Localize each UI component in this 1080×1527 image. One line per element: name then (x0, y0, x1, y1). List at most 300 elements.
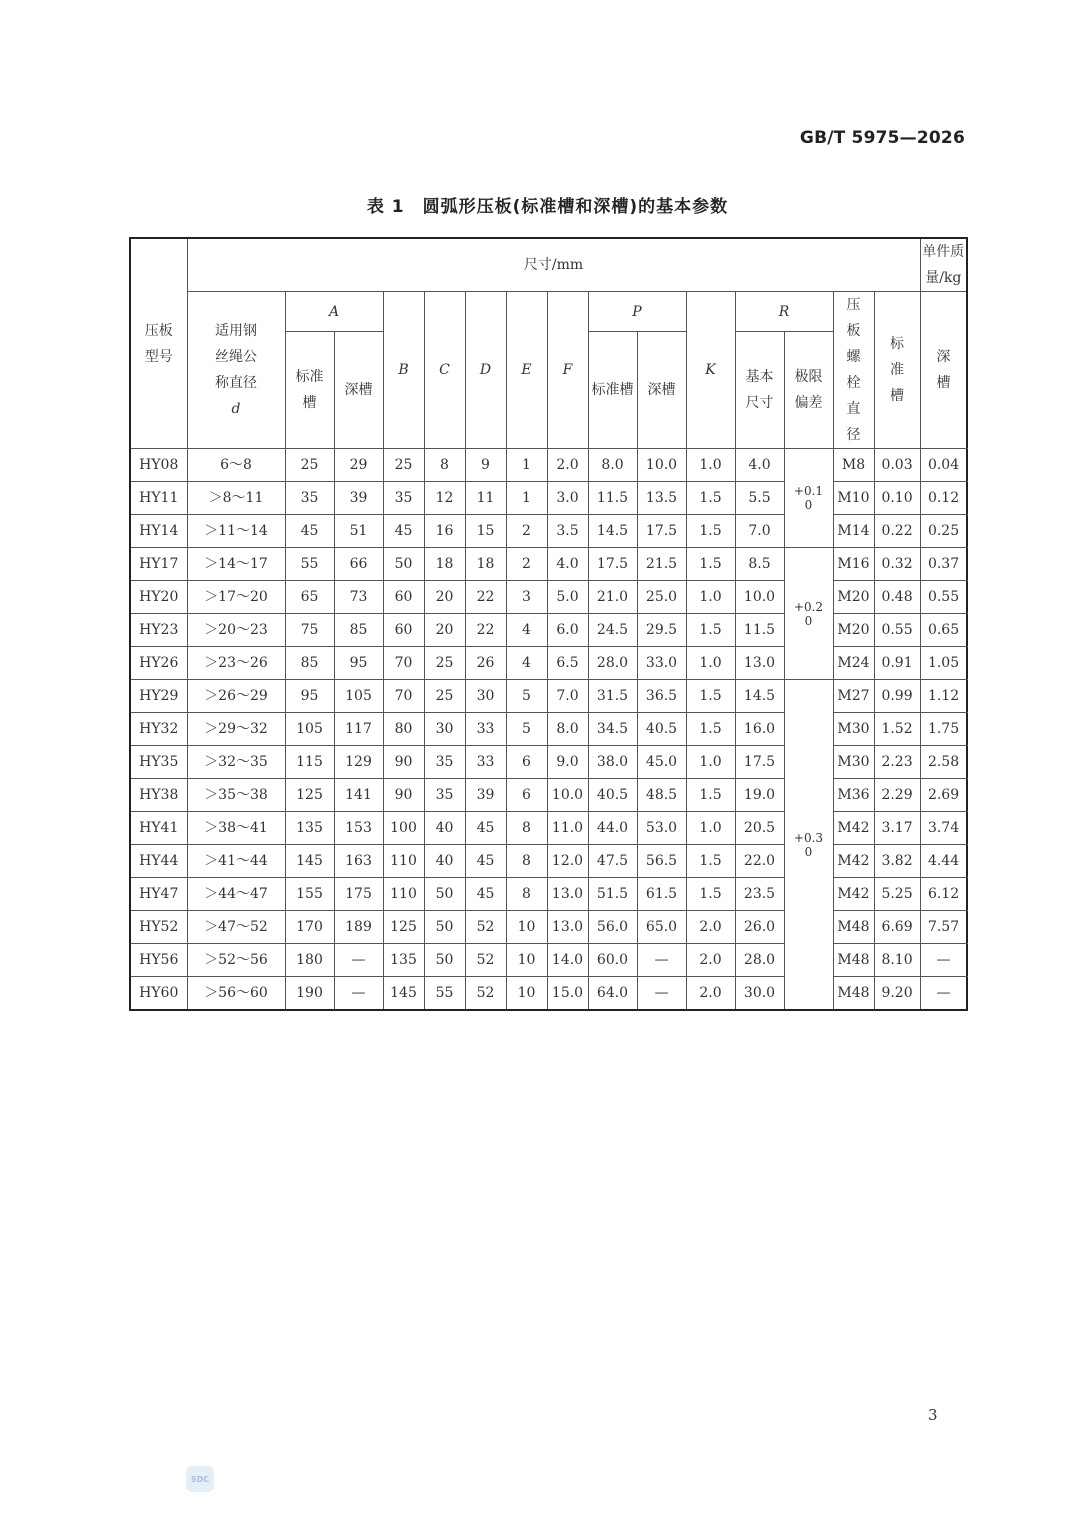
cell-p-standard: 28.0 (588, 647, 637, 680)
cell-mass-standard: 9.20 (874, 977, 920, 1011)
cell-bolt: M30 (833, 746, 874, 779)
cell-d: 15 (465, 515, 506, 548)
cell-a-standard: 85 (285, 647, 334, 680)
cell-mass-deep: 2.69 (920, 779, 967, 812)
header-dimensions: 尺寸/mm (187, 238, 920, 292)
cell-k: 1.0 (686, 449, 735, 482)
standard-code: GB/T 5975—2026 (799, 128, 965, 148)
header-P-standard: 标准槽 (588, 332, 637, 449)
cell-mass-standard: 0.55 (874, 614, 920, 647)
cell-b: 135 (383, 944, 424, 977)
cell-mass-deep: — (920, 977, 967, 1011)
cell-model: HY35 (130, 746, 187, 779)
cell-c: 40 (424, 812, 465, 845)
cell-p-standard: 11.5 (588, 482, 637, 515)
cell-e: 3 (506, 581, 547, 614)
cell-r-basic: 26.0 (735, 911, 784, 944)
cell-r-basic: 10.0 (735, 581, 784, 614)
cell-p-standard: 17.5 (588, 548, 637, 581)
cell-model: HY41 (130, 812, 187, 845)
table-row (130, 614, 967, 647)
cell-a-standard: 155 (285, 878, 334, 911)
cell-a-deep: 66 (334, 548, 383, 581)
cell-a-deep: — (334, 944, 383, 977)
header-A: A (285, 292, 383, 332)
cell-a-standard: 115 (285, 746, 334, 779)
header-mass-standard: 标准槽 (874, 292, 920, 449)
cell-d: 45 (465, 845, 506, 878)
cell-k: 1.5 (686, 713, 735, 746)
cell-mass-standard: 0.91 (874, 647, 920, 680)
cell-f: 13.0 (547, 878, 588, 911)
cell-d: 26 (465, 647, 506, 680)
cell-a-deep: 141 (334, 779, 383, 812)
cell-d: 39 (465, 779, 506, 812)
watermark-logo-icon: SDC (186, 1466, 214, 1492)
cell-mass-deep: 1.05 (920, 647, 967, 680)
cell-a-deep: 175 (334, 878, 383, 911)
cell-f: 8.0 (547, 713, 588, 746)
cell-k: 2.0 (686, 911, 735, 944)
cell-mass-standard: 3.82 (874, 845, 920, 878)
cell-rope-dia: ＞14～17 (187, 548, 285, 581)
cell-bolt: M10 (833, 482, 874, 515)
cell-r-basic: 28.0 (735, 944, 784, 977)
cell-mass-deep: 0.37 (920, 548, 967, 581)
cell-mass-deep: 0.55 (920, 581, 967, 614)
cell-p-deep: 53.0 (637, 812, 686, 845)
cell-f: 4.0 (547, 548, 588, 581)
cell-mass-standard: 0.22 (874, 515, 920, 548)
cell-k: 1.5 (686, 548, 735, 581)
cell-bolt: M42 (833, 878, 874, 911)
cell-p-standard: 51.5 (588, 878, 637, 911)
cell-p-deep: 10.0 (637, 449, 686, 482)
cell-f: 3.5 (547, 515, 588, 548)
cell-r-basic: 23.5 (735, 878, 784, 911)
cell-p-standard: 14.5 (588, 515, 637, 548)
cell-p-deep: 65.0 (637, 911, 686, 944)
cell-bolt: M20 (833, 614, 874, 647)
cell-c: 16 (424, 515, 465, 548)
cell-a-standard: 35 (285, 482, 334, 515)
cell-e: 10 (506, 977, 547, 1011)
cell-mass-deep: 1.75 (920, 713, 967, 746)
header-P-deep: 深槽 (637, 332, 686, 449)
cell-model: HY23 (130, 614, 187, 647)
cell-k: 1.5 (686, 779, 735, 812)
cell-d: 52 (465, 977, 506, 1011)
cell-mass-standard: 2.23 (874, 746, 920, 779)
cell-c: 20 (424, 614, 465, 647)
cell-a-standard: 105 (285, 713, 334, 746)
table-row (130, 944, 967, 977)
cell-p-standard: 60.0 (588, 944, 637, 977)
table-row (130, 515, 967, 548)
cell-b: 70 (383, 680, 424, 713)
header-bolt-diameter: 压板螺栓直径 (833, 292, 874, 449)
cell-b: 110 (383, 845, 424, 878)
cell-e: 8 (506, 812, 547, 845)
cell-k: 1.5 (686, 845, 735, 878)
header-A-standard: 标准槽 (285, 332, 334, 449)
cell-p-standard: 44.0 (588, 812, 637, 845)
cell-p-deep: 36.5 (637, 680, 686, 713)
table-row (130, 845, 967, 878)
header-P: P (588, 292, 686, 332)
cell-rope-dia: ＞52～56 (187, 944, 285, 977)
cell-k: 1.0 (686, 812, 735, 845)
cell-a-deep: 105 (334, 680, 383, 713)
table-body (130, 449, 967, 1011)
cell-mass-deep: 7.57 (920, 911, 967, 944)
header-R-deviation: 极限偏差 (784, 332, 833, 449)
cell-p-deep: 21.5 (637, 548, 686, 581)
cell-a-standard: 135 (285, 812, 334, 845)
cell-a-deep: — (334, 977, 383, 1011)
cell-d: 9 (465, 449, 506, 482)
cell-rope-dia: 6～8 (187, 449, 285, 482)
cell-d: 18 (465, 548, 506, 581)
cell-p-standard: 56.0 (588, 911, 637, 944)
cell-c: 35 (424, 779, 465, 812)
cell-c: 55 (424, 977, 465, 1011)
table-row (130, 779, 967, 812)
cell-d: 33 (465, 746, 506, 779)
cell-mass-deep: 0.12 (920, 482, 967, 515)
cell-rope-dia: ＞41～44 (187, 845, 285, 878)
cell-model: HY44 (130, 845, 187, 878)
cell-mass-standard: 8.10 (874, 944, 920, 977)
cell-b: 125 (383, 911, 424, 944)
cell-e: 4 (506, 647, 547, 680)
cell-a-standard: 180 (285, 944, 334, 977)
table-row (130, 680, 967, 713)
cell-d: 52 (465, 944, 506, 977)
header-F: F (547, 292, 588, 449)
cell-mass-standard: 0.10 (874, 482, 920, 515)
cell-p-standard: 8.0 (588, 449, 637, 482)
cell-bolt: M30 (833, 713, 874, 746)
cell-p-deep: — (637, 944, 686, 977)
cell-rope-dia: ＞11～14 (187, 515, 285, 548)
cell-f: 9.0 (547, 746, 588, 779)
cell-f: 12.0 (547, 845, 588, 878)
header-R-basic: 基本尺寸 (735, 332, 784, 449)
header-A-deep: 深槽 (334, 332, 383, 449)
cell-c: 50 (424, 944, 465, 977)
cell-f: 13.0 (547, 911, 588, 944)
cell-p-deep: — (637, 977, 686, 1011)
cell-p-deep: 40.5 (637, 713, 686, 746)
cell-d: 33 (465, 713, 506, 746)
cell-model: HY14 (130, 515, 187, 548)
cell-r-basic: 11.5 (735, 614, 784, 647)
cell-rope-dia: ＞8～11 (187, 482, 285, 515)
cell-bolt: M24 (833, 647, 874, 680)
cell-rope-dia: ＞23～26 (187, 647, 285, 680)
cell-k: 1.0 (686, 746, 735, 779)
cell-a-standard: 125 (285, 779, 334, 812)
header-model: 压板型号 (130, 238, 187, 449)
page-number: 3 (928, 1406, 938, 1424)
cell-mass-standard: 0.32 (874, 548, 920, 581)
cell-bolt: M8 (833, 449, 874, 482)
cell-f: 10.0 (547, 779, 588, 812)
parameters-table (129, 237, 968, 1011)
cell-c: 50 (424, 878, 465, 911)
cell-e: 1 (506, 449, 547, 482)
cell-r-basic: 17.5 (735, 746, 784, 779)
cell-b: 25 (383, 449, 424, 482)
cell-b: 60 (383, 614, 424, 647)
cell-d: 22 (465, 581, 506, 614)
cell-a-deep: 39 (334, 482, 383, 515)
cell-rope-dia: ＞20～23 (187, 614, 285, 647)
cell-k: 2.0 (686, 944, 735, 977)
cell-f: 14.0 (547, 944, 588, 977)
table-row (130, 878, 967, 911)
cell-b: 90 (383, 746, 424, 779)
cell-mass-deep: 0.65 (920, 614, 967, 647)
cell-a-deep: 29 (334, 449, 383, 482)
cell-a-standard: 75 (285, 614, 334, 647)
cell-e: 5 (506, 680, 547, 713)
cell-f: 3.0 (547, 482, 588, 515)
cell-e: 1 (506, 482, 547, 515)
cell-c: 12 (424, 482, 465, 515)
cell-b: 50 (383, 548, 424, 581)
cell-bolt: M42 (833, 845, 874, 878)
cell-model: HY52 (130, 911, 187, 944)
cell-bolt: M16 (833, 548, 874, 581)
table-row (130, 713, 967, 746)
cell-mass-standard: 2.29 (874, 779, 920, 812)
cell-a-standard: 145 (285, 845, 334, 878)
cell-c: 50 (424, 911, 465, 944)
cell-r-basic: 20.5 (735, 812, 784, 845)
cell-c: 25 (424, 680, 465, 713)
cell-rope-dia: ＞56～60 (187, 977, 285, 1011)
table-row (130, 647, 967, 680)
cell-r-basic: 7.0 (735, 515, 784, 548)
cell-c: 35 (424, 746, 465, 779)
cell-b: 110 (383, 878, 424, 911)
cell-mass-deep: 3.74 (920, 812, 967, 845)
cell-d: 22 (465, 614, 506, 647)
cell-mass-deep: — (920, 944, 967, 977)
cell-d: 45 (465, 878, 506, 911)
cell-mass-deep: 0.04 (920, 449, 967, 482)
cell-model: HY26 (130, 647, 187, 680)
cell-bolt: M27 (833, 680, 874, 713)
cell-e: 6 (506, 779, 547, 812)
cell-e: 10 (506, 911, 547, 944)
cell-k: 1.5 (686, 878, 735, 911)
header-R: R (735, 292, 833, 332)
cell-k: 2.0 (686, 977, 735, 1011)
header-E: E (506, 292, 547, 449)
cell-a-standard: 25 (285, 449, 334, 482)
cell-rope-dia: ＞38～41 (187, 812, 285, 845)
cell-f: 2.0 (547, 449, 588, 482)
cell-r-deviation: +0.2 0 (784, 548, 833, 680)
cell-r-basic: 30.0 (735, 977, 784, 1011)
cell-p-deep: 25.0 (637, 581, 686, 614)
cell-a-standard: 65 (285, 581, 334, 614)
cell-p-standard: 47.5 (588, 845, 637, 878)
cell-model: HY08 (130, 449, 187, 482)
header-B: B (383, 292, 424, 449)
table-row (130, 911, 967, 944)
cell-model: HY20 (130, 581, 187, 614)
cell-k: 1.5 (686, 614, 735, 647)
cell-b: 90 (383, 779, 424, 812)
cell-rope-dia: ＞29～32 (187, 713, 285, 746)
cell-d: 45 (465, 812, 506, 845)
cell-mass-deep: 2.58 (920, 746, 967, 779)
table-row (130, 482, 967, 515)
cell-p-standard: 21.0 (588, 581, 637, 614)
cell-c: 18 (424, 548, 465, 581)
cell-a-deep: 117 (334, 713, 383, 746)
cell-c: 20 (424, 581, 465, 614)
cell-c: 30 (424, 713, 465, 746)
cell-b: 70 (383, 647, 424, 680)
cell-mass-standard: 0.48 (874, 581, 920, 614)
cell-r-basic: 16.0 (735, 713, 784, 746)
cell-a-standard: 95 (285, 680, 334, 713)
cell-a-deep: 129 (334, 746, 383, 779)
cell-mass-standard: 0.03 (874, 449, 920, 482)
cell-d: 52 (465, 911, 506, 944)
cell-bolt: M48 (833, 977, 874, 1011)
cell-f: 11.0 (547, 812, 588, 845)
cell-e: 8 (506, 845, 547, 878)
cell-mass-deep: 6.12 (920, 878, 967, 911)
cell-a-deep: 153 (334, 812, 383, 845)
cell-p-standard: 34.5 (588, 713, 637, 746)
cell-e: 8 (506, 878, 547, 911)
cell-c: 40 (424, 845, 465, 878)
cell-k: 1.5 (686, 680, 735, 713)
cell-bolt: M42 (833, 812, 874, 845)
cell-bolt: M36 (833, 779, 874, 812)
cell-p-deep: 48.5 (637, 779, 686, 812)
cell-mass-standard: 1.52 (874, 713, 920, 746)
cell-r-basic: 8.5 (735, 548, 784, 581)
cell-c: 25 (424, 647, 465, 680)
cell-model: HY29 (130, 680, 187, 713)
header-mass: 单件质量/kg (920, 238, 967, 292)
cell-e: 6 (506, 746, 547, 779)
cell-rope-dia: ＞32～35 (187, 746, 285, 779)
cell-f: 15.0 (547, 977, 588, 1011)
cell-a-deep: 85 (334, 614, 383, 647)
cell-model: HY32 (130, 713, 187, 746)
cell-mass-deep: 0.25 (920, 515, 967, 548)
cell-bolt: M48 (833, 911, 874, 944)
cell-p-deep: 45.0 (637, 746, 686, 779)
cell-a-standard: 190 (285, 977, 334, 1011)
cell-rope-dia: ＞17～20 (187, 581, 285, 614)
cell-mass-standard: 3.17 (874, 812, 920, 845)
cell-d: 30 (465, 680, 506, 713)
header-K: K (686, 292, 735, 449)
cell-a-deep: 73 (334, 581, 383, 614)
cell-model: HY56 (130, 944, 187, 977)
cell-b: 45 (383, 515, 424, 548)
cell-a-deep: 189 (334, 911, 383, 944)
cell-b: 80 (383, 713, 424, 746)
cell-a-standard: 170 (285, 911, 334, 944)
table-row (130, 449, 967, 482)
table-row (130, 746, 967, 779)
cell-model: HY17 (130, 548, 187, 581)
header-D: D (465, 292, 506, 449)
cell-a-standard: 55 (285, 548, 334, 581)
header-C: C (424, 292, 465, 449)
cell-d: 11 (465, 482, 506, 515)
table-title: 表 1 圆弧形压板(标准槽和深槽)的基本参数 (366, 197, 729, 217)
cell-model: HY11 (130, 482, 187, 515)
cell-k: 1.0 (686, 647, 735, 680)
cell-p-standard: 64.0 (588, 977, 637, 1011)
cell-p-standard: 24.5 (588, 614, 637, 647)
cell-a-deep: 95 (334, 647, 383, 680)
cell-model: HY60 (130, 977, 187, 1011)
cell-p-standard: 31.5 (588, 680, 637, 713)
cell-rope-dia: ＞47～52 (187, 911, 285, 944)
cell-mass-deep: 4.44 (920, 845, 967, 878)
cell-b: 60 (383, 581, 424, 614)
cell-r-basic: 22.0 (735, 845, 784, 878)
cell-f: 6.0 (547, 614, 588, 647)
cell-p-deep: 56.5 (637, 845, 686, 878)
cell-r-basic: 4.0 (735, 449, 784, 482)
cell-r-basic: 19.0 (735, 779, 784, 812)
cell-p-deep: 13.5 (637, 482, 686, 515)
cell-r-basic: 14.5 (735, 680, 784, 713)
cell-e: 2 (506, 515, 547, 548)
cell-b: 35 (383, 482, 424, 515)
cell-mass-standard: 0.99 (874, 680, 920, 713)
cell-bolt: M14 (833, 515, 874, 548)
header-mass-deep: 深槽 (920, 292, 967, 449)
cell-mass-deep: 1.12 (920, 680, 967, 713)
cell-rope-dia: ＞44～47 (187, 878, 285, 911)
cell-mass-standard: 6.69 (874, 911, 920, 944)
cell-e: 5 (506, 713, 547, 746)
cell-p-deep: 29.5 (637, 614, 686, 647)
cell-c: 8 (424, 449, 465, 482)
cell-f: 7.0 (547, 680, 588, 713)
cell-e: 2 (506, 548, 547, 581)
cell-f: 5.0 (547, 581, 588, 614)
cell-rope-dia: ＞26～29 (187, 680, 285, 713)
cell-p-standard: 38.0 (588, 746, 637, 779)
table-row (130, 812, 967, 845)
cell-b: 145 (383, 977, 424, 1011)
cell-p-standard: 40.5 (588, 779, 637, 812)
cell-r-basic: 13.0 (735, 647, 784, 680)
cell-k: 1.5 (686, 482, 735, 515)
cell-e: 4 (506, 614, 547, 647)
cell-k: 1.5 (686, 515, 735, 548)
cell-rope-dia: ＞35～38 (187, 779, 285, 812)
cell-r-basic: 5.5 (735, 482, 784, 515)
cell-bolt: M48 (833, 944, 874, 977)
